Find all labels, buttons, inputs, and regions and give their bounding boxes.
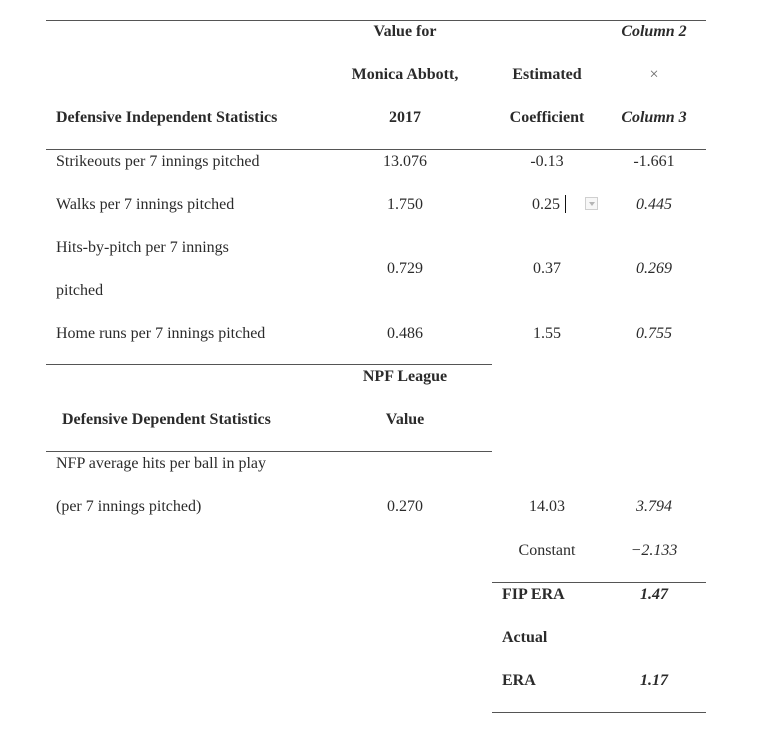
row-homeruns-label: Home runs per 7 innings pitched (56, 325, 266, 342)
independent-bottom-rule (46, 364, 492, 365)
header-product-line1: Column 2 (621, 23, 687, 40)
table-top-rule (46, 20, 706, 21)
constant-label: Constant (518, 542, 576, 559)
totals-top-rule (492, 582, 706, 583)
header-coef-line2: Coefficient (509, 109, 585, 126)
row-homeruns-value: 0.486 (387, 325, 423, 342)
dependent-header-rule (46, 451, 492, 452)
row-strikeouts-product: -1.661 (633, 153, 675, 170)
row-walks-coef[interactable]: 0.25 (532, 196, 560, 213)
dependent-header-value-line1: NPF League (362, 368, 448, 385)
row-hbp-label-line1: Hits-by-pitch per 7 innings (56, 239, 229, 256)
row-hbp-coef: 0.37 (533, 260, 561, 277)
dependent-header-label: Defensive Dependent Statistics (62, 411, 271, 428)
constant-value: −2.133 (630, 542, 678, 559)
header-value-line3: 2017 (389, 109, 421, 126)
row-strikeouts-value: 13.076 (383, 153, 427, 170)
row-walks-label: Walks per 7 innings pitched (56, 196, 235, 213)
fip-era-label: FIP ERA (502, 586, 565, 603)
text-cursor (565, 195, 566, 213)
row-hbp-product: 0.269 (636, 260, 672, 277)
row-strikeouts-label: Strikeouts per 7 innings pitched (56, 153, 260, 170)
dependent-label-line2: (per 7 innings pitched) (56, 498, 202, 515)
header-value-line2: Monica Abbott, (351, 66, 459, 83)
header-bottom-rule (46, 149, 706, 150)
actual-era-value: 1.17 (640, 672, 668, 689)
dependent-value: 0.270 (387, 498, 423, 515)
actual-era-label-line1: Actual (502, 629, 548, 646)
row-homeruns-product: 0.755 (636, 325, 672, 342)
row-hbp-label-line2: pitched (56, 282, 104, 299)
row-hbp-value: 0.729 (387, 260, 423, 277)
actual-era-label-line2: ERA (502, 672, 536, 689)
row-strikeouts-coef: -0.13 (530, 153, 564, 170)
table-bottom-rule (492, 712, 706, 713)
header-product-line3: Column 3 (621, 109, 687, 126)
row-walks-value: 1.750 (387, 196, 423, 213)
dependent-header-value-line2: Value (385, 411, 425, 428)
header-value-line1: Value for (373, 23, 437, 40)
cell-dropdown-icon[interactable] (585, 197, 598, 210)
dependent-product: 3.794 (636, 498, 672, 515)
dependent-label-line1: NFP average hits per ball in play (56, 455, 267, 472)
fip-era-value: 1.47 (640, 586, 668, 603)
header-coef-line1: Estimated (512, 66, 582, 83)
row-homeruns-coef: 1.55 (533, 325, 561, 342)
row-walks-product: 0.445 (636, 196, 672, 213)
header-product-line2: × (649, 66, 659, 83)
header-independent-stats: Defensive Independent Statistics (56, 109, 278, 126)
dependent-coef: 14.03 (529, 498, 565, 515)
